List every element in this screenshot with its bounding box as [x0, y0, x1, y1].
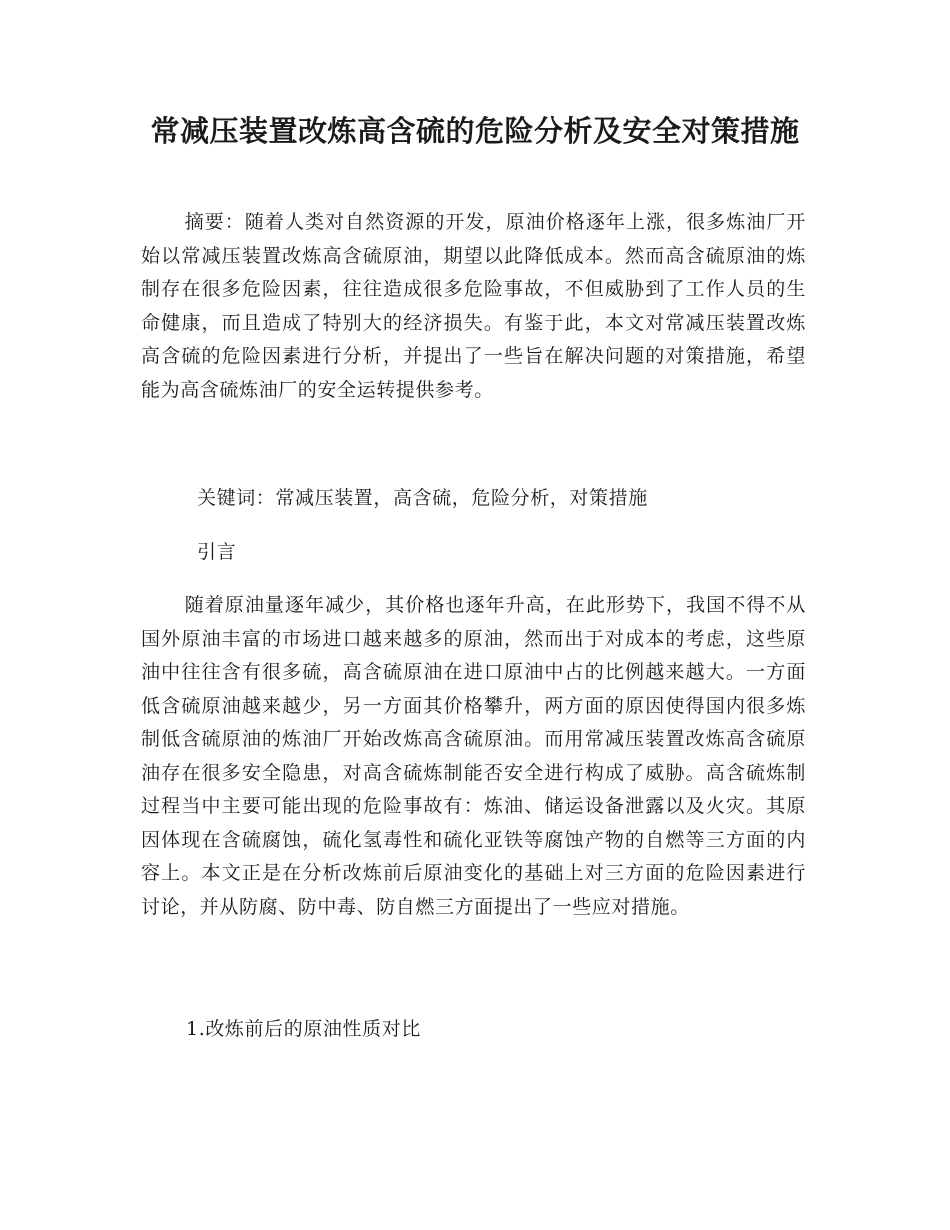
document-title: 常减压装置改炼高含硫的危险分析及安全对策措施	[150, 114, 800, 148]
intro-paragraph: 随着原油量逐年减少，其价格也逐年升高，在此形势下，我国不得不从国外原油丰富的市场进口越来越多的原油，然而出于对成本的考虑，这些原油中往往含有很多硫，高含硫原油在进口原油中占的比例越来越大。一方面低含硫原油越来越少，另一方面其价格攀升，两方面的原因使得国内很多炼制低含硫原油的炼油厂开始改炼高含硫原油。而用常减压装置改炼高含硫原油存在很多安全隐患，对高含硫炼制能否安全进行构成了威胁。高含硫炼制过程当中主要可能出现的危险事故有：炼油、储运设备泄露以及火灾。其原因体现在含硫腐蚀，硫化氢毒性和硫化亚铁等腐蚀产物的自燃等三方面的内容上。本文正是在分析改炼前后原油变化的基础上对三方面的危险因素进行讨论，并从防腐、防中毒、防自燃三方面提出了一些应对措施。	[141, 594, 806, 918]
section-1-heading: 1.改炼前后的原油性质对比	[186, 1018, 421, 1040]
intro-heading: 引言	[197, 541, 237, 563]
abstract-paragraph: 摘要：随着人类对自然资源的开发，原油价格逐年上涨，很多炼油厂开始以常减压装置改炼高含硫原油，期望以此降低成本。然而高含硫原油的炼制存在很多危险因素，往往造成很多危险事故，不但威胁到了工作人员的生命健康，而且造成了特别大的经济损失。有鉴于此，本文对常减压装置改炼高含硫的危险因素进行分析，并提出了一些旨在解决问题的对策措施，希望能为高含硫炼油厂的安全运转提供参考。	[141, 211, 806, 401]
keywords-line: 关键词：常减压装置，高含硫，危险分析，对策措施	[197, 487, 648, 509]
